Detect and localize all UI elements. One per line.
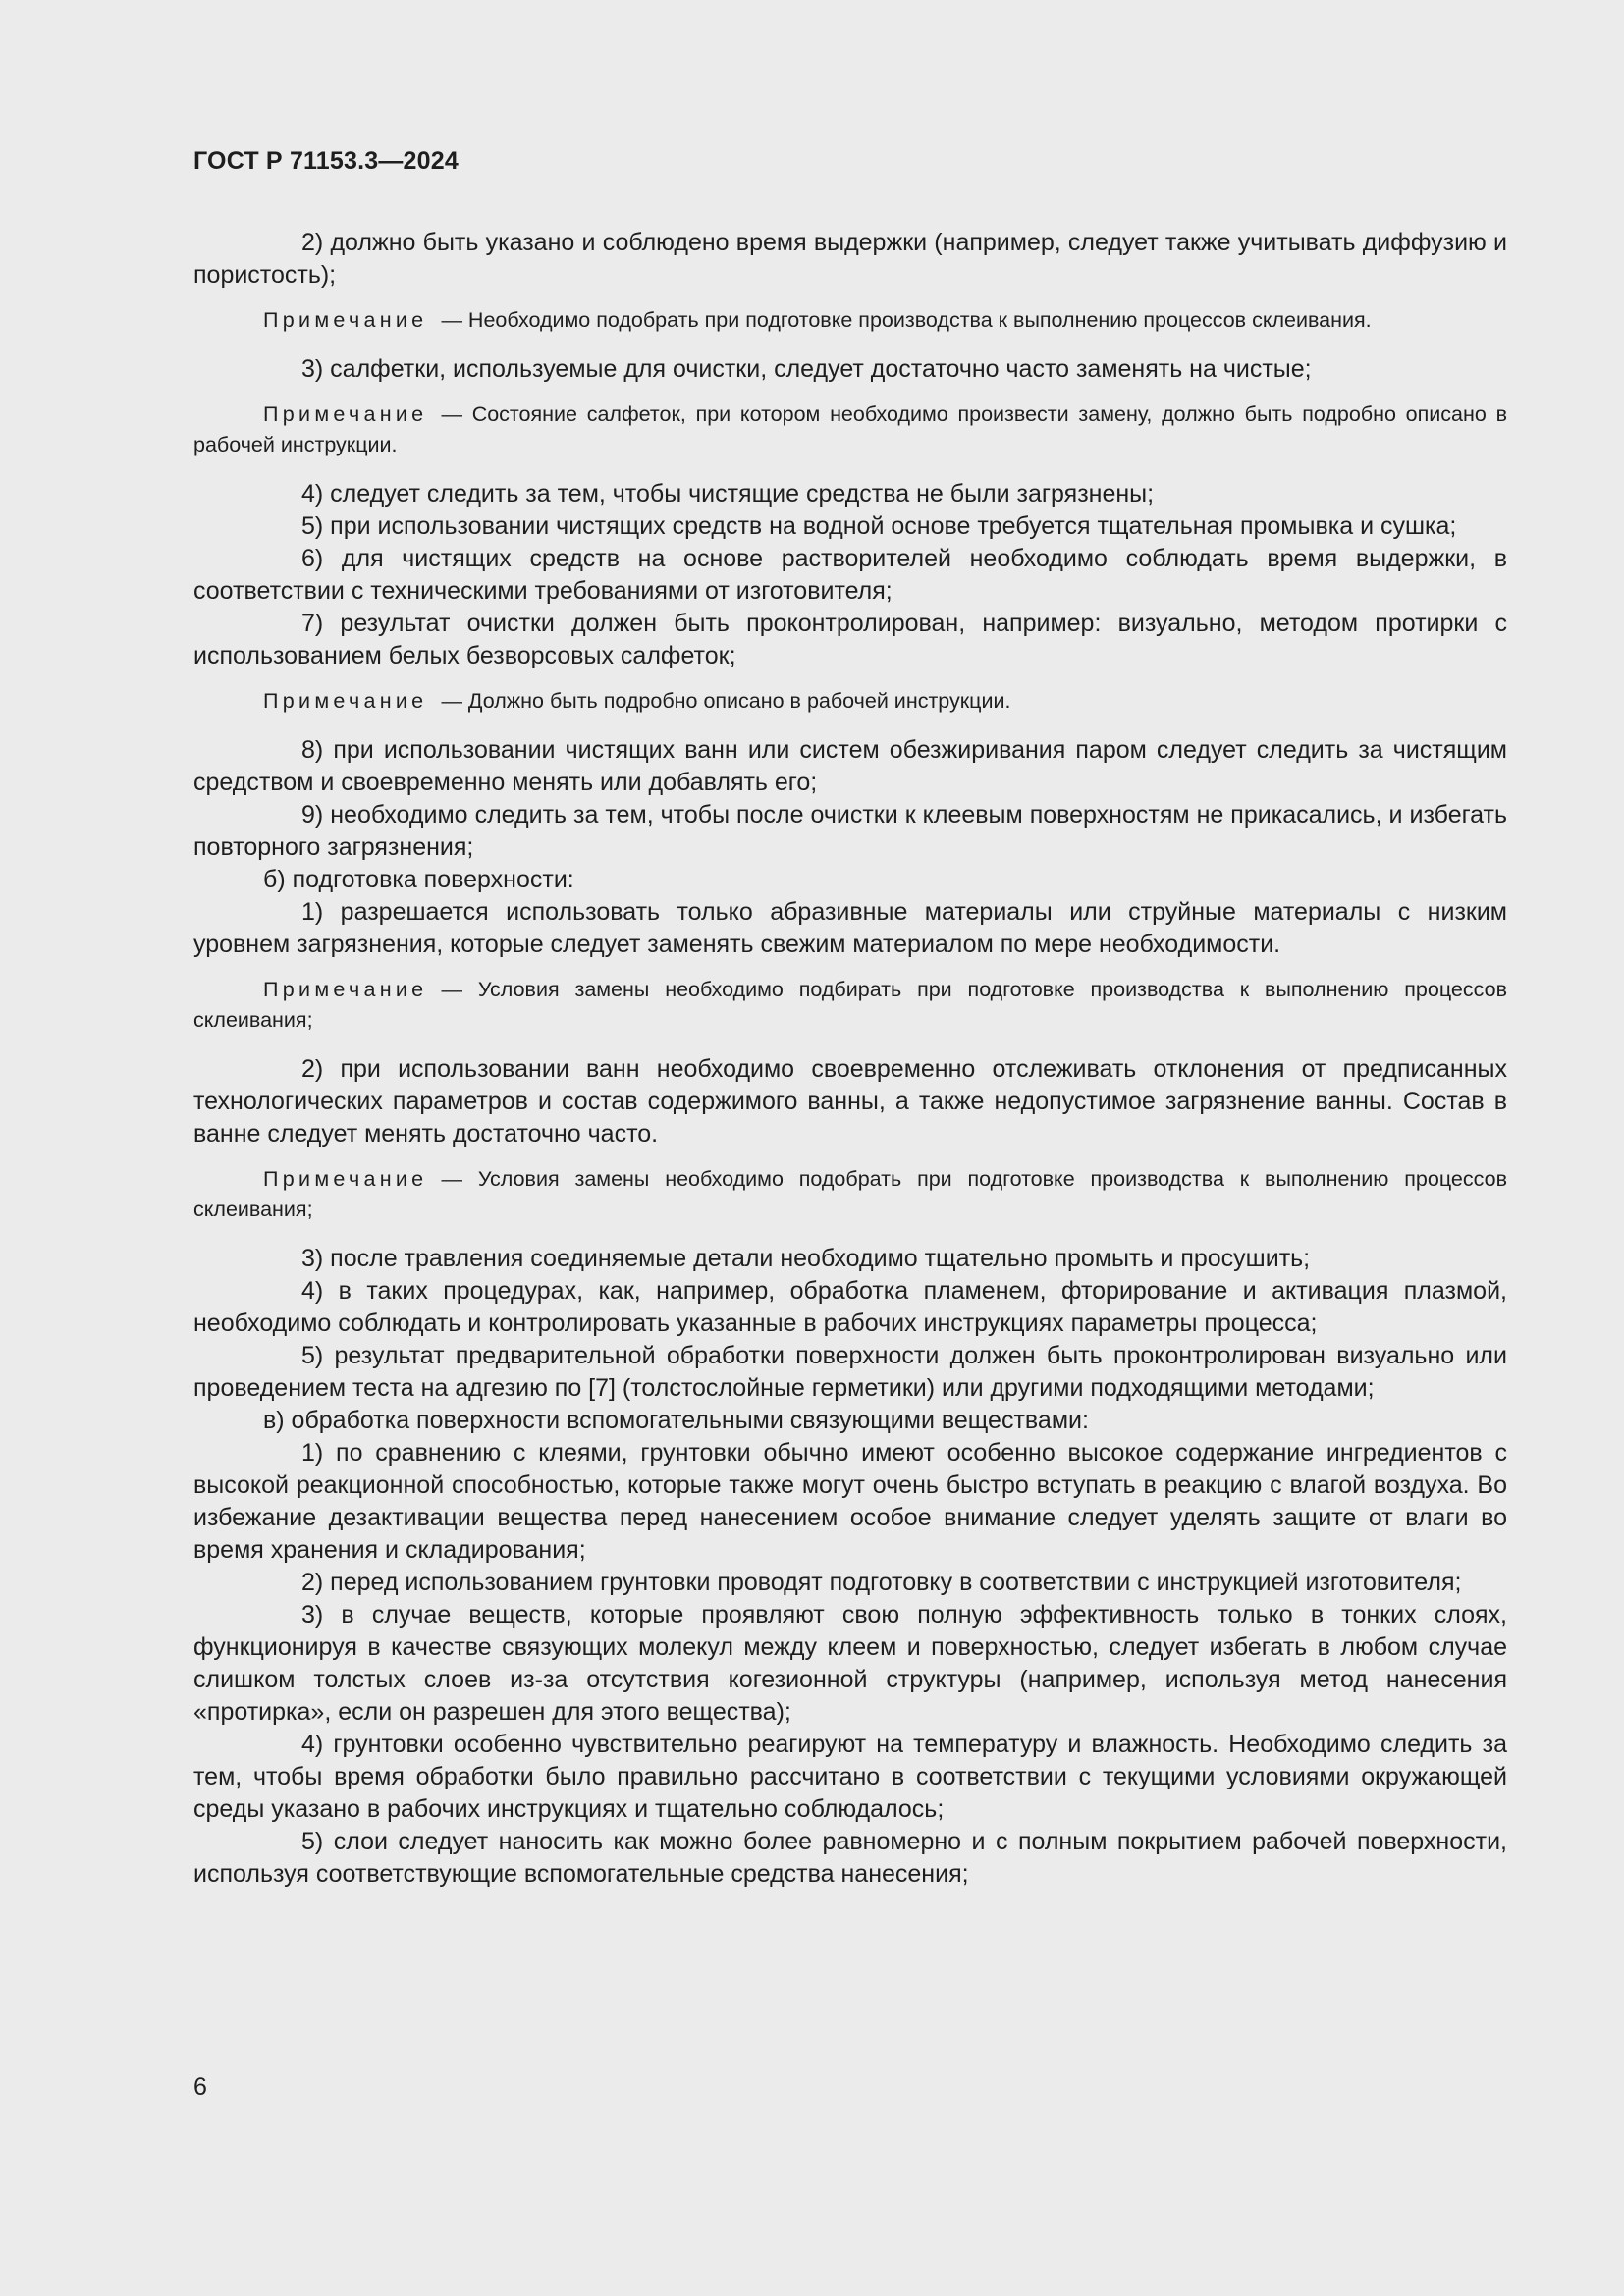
body-paragraph: 5) слои следует наносить как можно более равномерно и с полным покрытием рабочей поверхности, используя соответствующие вспомогательные средства нанесения; [193,1828,1507,1888]
document-header-title: ГОСТ Р 71153.3—2024 [193,147,459,175]
body-paragraph: 5) результат предварительной обработки поверхности должен быть проконтролирован визуально или проведением теста на адгезию по [7] (толстослойные герметики) или другими подходящими методами; [193,1342,1507,1402]
note-paragraph [193,400,1507,460]
note-paragraph [193,975,1507,1036]
note-paragraph [193,1164,1507,1225]
note-text: — Условия замены необходимо подбирать при подготовке производства к выполнению процессов склеивания; [193,978,1507,1032]
body-paragraph: 5) при использовании чистящих средств на водной основе требуется тщательная промывка и сушка; [301,512,1457,540]
note-label: Примечание [263,308,428,332]
body-paragraph: 1) разрешается использовать только абразивные материалы или струйные материалы с низким уровнем загрязнения, которые следует заменять свежим материалом по мере необходимости. [193,898,1507,958]
body-paragraph: 7) результат очистки должен быть проконтролирован, например: визуально, методом протирки с использованием белых безворсовых салфеток; [193,610,1507,669]
note-label: Примечание [263,1167,428,1191]
page-number: 6 [193,2073,207,2101]
body-paragraph: 2) при использовании ванн необходимо своевременно отслеживать отклонения от предписанных технологических параметров и состав содержимого ванны, а также недопустимое загрязнение ванны. Состав в ванне следует менять достаточно часто. [193,1055,1507,1148]
note-text: — Условия замены необходимо подобрать при подготовке производства к выполнению процессов склеивания; [193,1167,1507,1221]
note-text: — Необходимо подобрать при подготовке производства к выполнению процессов склеивания. [441,308,1372,332]
body-paragraph: 4) грунтовки особенно чувствительно реагируют на температуру и влажность. Необходимо следить за тем, чтобы время обработки было правильно рассчитано в соответствии с текущими условиями окружающей среды указано в рабочих инструкциях и тщательно соблюдалось; [193,1731,1507,1823]
body-paragraph: 3) после травления соединяемые детали необходимо тщательно промыть и просушить; [301,1245,1311,1272]
note-text: — Состояние салфеток, при котором необходимо произвести замену, должно быть подробно описано в рабочей инструкции. [193,402,1507,456]
body-paragraph: 4) в таких процедурах, как, например, обработка пламенем, фторирование и активация плазмой, необходимо соблюдать и контролировать указанные в рабочих инструкциях параметры процесса; [193,1277,1507,1337]
body-paragraph: 1) по сравнению с клеями, грунтовки обычно имеют особенно высокое содержание ингредиентов с высокой реакционной способностью, которые также могут очень быстро вступать в реакцию с влагой воздуха. Во избежание дезактивации вещества перед нанесением особое внимание следует уделять защите от влаги во время хранения и складирования; [193,1439,1507,1564]
body-paragraph: 6) для чистящих средств на основе растворителей необходимо соблюдать время выдержки, в соответствии с техническими требованиями от изготовителя; [193,545,1507,605]
body-paragraph: 3) салфетки, используемые для очистки, следует достаточно часто заменять на чистые; [301,355,1312,383]
body-paragraph: в) обработка поверхности вспомогательными связующими веществами: [263,1407,1089,1434]
body-paragraph: 8) при использовании чистящих ванн или систем обезжиривания паром следует следить за чистящим средством и своевременно менять или добавлять его; [193,736,1507,796]
body-paragraph: 9) необходимо следить за тем, чтобы после очистки к клеевым поверхностям не прикасались, и избегать повторного загрязнения; [193,801,1507,861]
note-label: Примечание [263,978,428,1001]
body-paragraph: 4) следует следить за тем, чтобы чистящие средства не были загрязнены; [301,480,1155,507]
body-paragraph: 3) в случае веществ, которые проявляют свою полную эффективность только в тонких слоях, функционируя в качестве связующих молекул между клеем и поверхностью, следует избегать в любом случае слишком толстых слоев из-за отсутствия когезионной структуры (например, используя метод нанесения «протирка», если он разрешен для этого вещества); [193,1601,1507,1726]
note-label: Примечание [263,689,428,713]
body-paragraph: 2) должно быть указано и соблюдено время выдержки (например, следует также учитывать диффузию и пористость); [193,229,1507,289]
note-paragraph [193,305,1507,336]
body-paragraph: б) подготовка поверхности: [263,866,574,893]
note-paragraph [193,686,1507,717]
body-paragraph: 2) перед использованием грунтовки проводят подготовку в соответствии с инструкцией изготовителя; [301,1569,1462,1596]
note-text: — Должно быть подробно описано в рабочей инструкции. [441,689,1011,713]
document-body [193,227,1507,1891]
note-label: Примечание [263,402,428,426]
